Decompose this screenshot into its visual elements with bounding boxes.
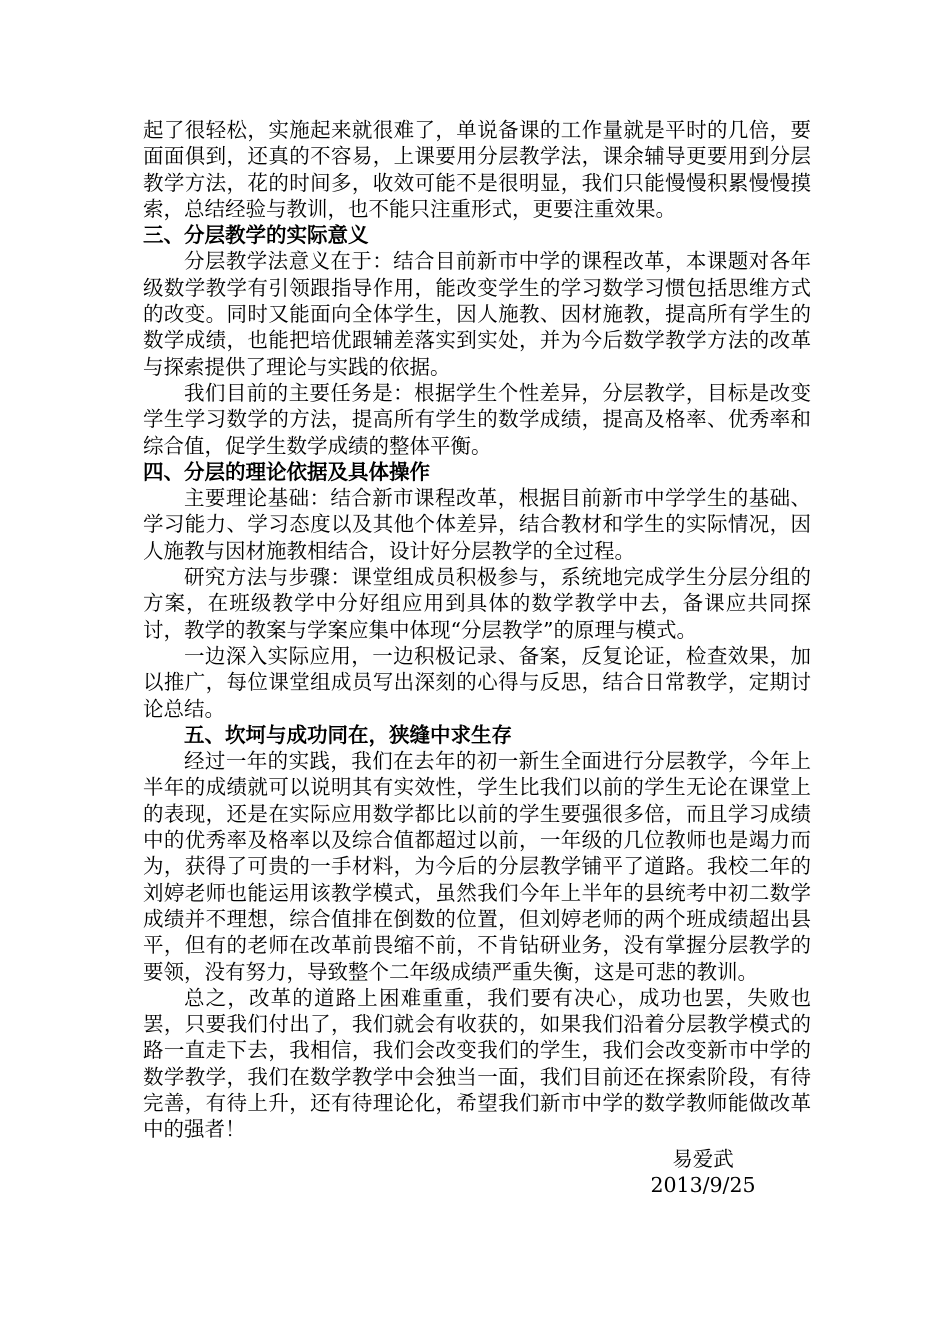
paragraph-1: 起了很轻松，实施起来就很难了，单说备课的工作量就是平时的几倍，要面面俱到，还真的不容易，上课要用分层教学法，课余辅导更要用到分层教学方法，花的时间多，收效可能不是很明显，我们只能慢慢积累慢慢摸索，总结经验与教训，也不能只注重形式，更要注重效果。 [143,118,811,221]
paragraph-7: 经过一年的实践，我们在去年的初一新生全面进行分层教学，今年上半年的成绩就可以说明其有实效性，学生比我们以前的学生无论在课堂上的表现，还是在实际应用数学都比以前的学生要强很多倍，而且学习成绩中的优秀率及格率以及综合值都超过以前，一年级的几位教师也是竭力而为，获得了可贵的一手材料，为今后的分层教学铺平了道路。我校二年的刘婷老师也能运用该教学模式，虽然我们今年上半年的县统考中初二数学成绩并不理想，综合值排在倒数的位置，但刘婷老师的两个班成绩超出县平，但有的老师在改革前畏缩不前，不肯钻研业务，没有掌握分层教学的要领，没有努力，导致整个二年级成绩严重失衡，这是可悲的教训。 [143,749,811,984]
paragraph-4: 主要理论基础：结合新市课程改革，根据目前新市中学学生的基础、学习能力、学习态度以及其他个体差异，结合教材和学生的实际情况，因人施教与因材施教相结合，设计好分层教学的全过程。 [143,486,811,563]
paragraph-6: 一边深入实际应用，一边积极记录、备案，反复论证，检查效果，加以推广，每位课堂组成员写出深刻的心得与反思，结合日常教学，定期讨论总结。 [143,643,811,721]
document-body [143,117,811,1143]
paragraph-3: 我们目前的主要任务是：根据学生个性差异，分层教学，目标是改变学生学习数学的方法，提高所有学生的数学成绩，提高及格率、优秀率和综合值，促学生数学成绩的整体平衡。 [143,380,811,458]
section-heading-5: 五、坎坷与成功同在，狭缝中求生存 [184,722,512,747]
signature-date: 2013/9/25 [650,1173,756,1197]
paragraph-5: 研究方法与步骤：课堂组成员积极参与，系统地完成学生分层分组的方案，在班级教学中分好组应用到具体的数学教学中去，备课应共同探讨，教学的教案与学案应集中体现“分层教学”的原理与模式。 [143,565,811,642]
paragraph-8: 总之，改革的道路上困难重重，我们要有决心，成功也罢，失败也罢，只要我们付出了，我们就会有收获的，如果我们沿着分层教学模式的路一直走下去，我相信，我们会改变我们的学生，我们会改变新市中学的数学教学，我们在数学教学中会独当一面，我们目前还在探索阶段，有待完善，有待上升，还有待理论化，希望我们新市中学的数学教师能做改革中的强者！ [143,985,811,1142]
section-heading-4: 四、分层的理论依据及具体操作 [143,459,430,484]
paragraph-2: 分层教学法意义在于：结合目前新市中学的课程改革，本课题对各年级数学教学有引领跟指导作用，能改变学生的学习数学习惯包括思维方式的改变。同时又能面向全体学生，因人施教、因材施教，提高所有学生的数学成绩，也能把培优跟辅差落实到实处，并为今后数学教学方法的改革与探索提供了理论与实践的依据。 [143,249,811,379]
section-heading-3: 三、分层教学的实际意义 [143,223,369,248]
author-signature: 易爱武 [672,1147,734,1171]
